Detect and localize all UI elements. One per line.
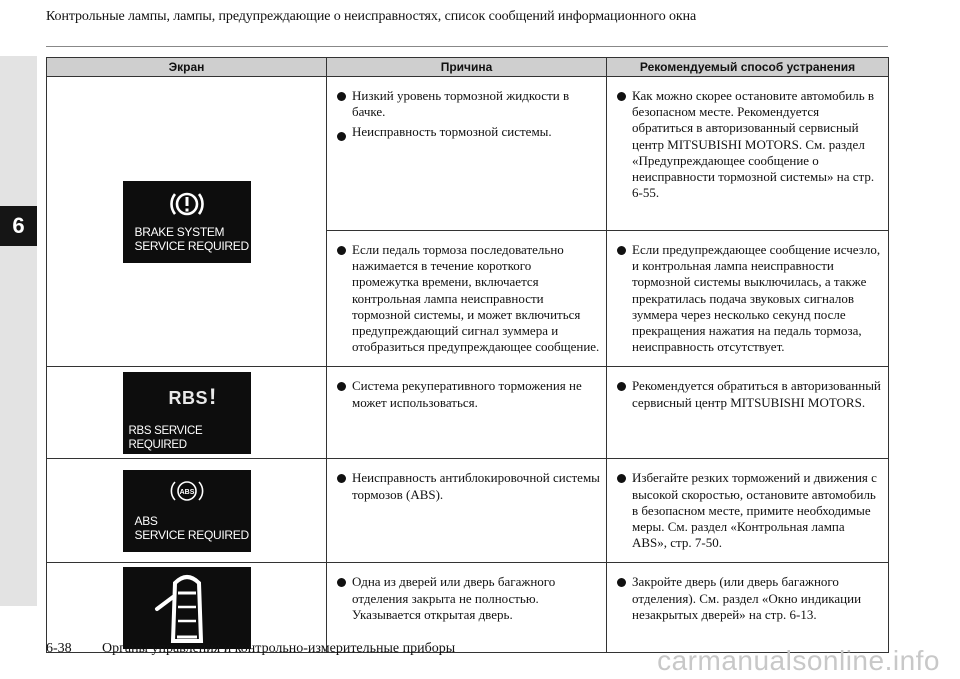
column-header-cause: Причина <box>327 58 607 77</box>
remedy-text: Если предупреждающее сообщение исчезло, и контрольная лампа неисправности тормозной системы выключилась, а также прекратилась подача звуковых сигналов зуммера через несколько секунд после прекращения нажатия на педаль тормоза, неисправность отсутствует. <box>632 242 881 355</box>
brake-system-display <box>123 181 251 263</box>
list-item <box>607 464 888 557</box>
screen-cell <box>47 563 327 653</box>
list-item <box>607 568 888 629</box>
list-item <box>607 236 888 361</box>
remedy-text: Как можно скорее остановите автомобиль в безопасном месте. Рекомендуется обратиться в авторизованный сервисный центр MITSUBISHI MOTORS. См. раздел «Предупреждающее сообщение о неисправности тормозной системы» на стр. 6-55. <box>632 88 875 201</box>
side-tab <box>0 56 37 606</box>
screen-cell <box>47 77 327 367</box>
cause-text: Неисправность тормозной системы. <box>352 124 552 140</box>
list-item <box>327 236 606 361</box>
cause-text: Низкий уровень тормозной жидкости в бачке. <box>352 88 570 120</box>
remedy-cell <box>607 459 889 563</box>
remedy-cell <box>607 367 889 459</box>
column-header-remedy: Рекомендуемый способ устранения <box>607 58 889 77</box>
abs-badge: ABS <box>179 488 194 496</box>
watermark: carmanualsonline.info <box>657 645 940 676</box>
remedy-cell <box>607 77 889 231</box>
brake-warning-icon <box>170 189 204 219</box>
display-title: ABS <box>134 513 158 528</box>
display-subtitle: SERVICE REQUIRED <box>134 238 249 253</box>
remedy-cell <box>607 563 889 653</box>
list-item <box>327 372 606 416</box>
cause-cell <box>327 367 607 459</box>
list-item <box>327 464 606 508</box>
display-title: BRAKE SYSTEM <box>134 224 225 239</box>
header-divider <box>46 46 888 47</box>
rbs-service-display <box>123 372 251 454</box>
cause-text: Система рекуперативного торможения не может использоваться. <box>352 378 582 410</box>
page-footer <box>46 641 455 657</box>
column-header-screen: Экран <box>47 58 327 77</box>
rbs-warning-icon: ! <box>209 383 217 409</box>
list-item <box>327 122 606 146</box>
remedy-text: Закройте дверь (или дверь багажного отделения). См. раздел «Окно индикации незакрытых дверей» на стр. 6-13. <box>632 574 862 622</box>
list-item <box>327 82 606 122</box>
display-title: RBS SERVICE REQUIRED <box>128 424 203 451</box>
display-subtitle: SERVICE REQUIRED <box>134 527 249 542</box>
messages-table <box>46 57 889 653</box>
remedy-text: Рекомендуется обратиться в авторизованный сервисный центр MITSUBISHI MOTORS. <box>632 378 881 410</box>
screen-cell <box>47 459 327 563</box>
cause-text: Если педаль тормоза последовательно нажимается в течение короткого промежутка времени, включается контрольная лампа неисправности тормозной системы, и может включиться предупреждающий сигнал зуммера и отобразиться предупреждающее сообщение. <box>352 242 600 355</box>
cause-cell <box>327 563 607 653</box>
section-title: Органы управления и контрольно-измерительные приборы <box>102 641 456 656</box>
page-header: Контрольные лампы, лампы, предупреждающие о неисправностях, список сообщений информационного окна <box>46 9 697 24</box>
chapter-number: 6 <box>0 206 37 246</box>
door-open-car-icon <box>123 567 251 649</box>
cause-cell <box>327 77 607 231</box>
cause-text: Неисправность антиблокировочной системы тормозов (ABS). <box>352 470 600 502</box>
abs-warning-icon <box>170 478 204 504</box>
page-number: 6-38 <box>46 641 72 656</box>
door-open-display <box>123 567 251 649</box>
remedy-cell <box>607 231 889 367</box>
cause-cell <box>327 459 607 563</box>
list-item <box>607 82 888 207</box>
table-row <box>47 563 889 653</box>
remedy-text: Избегайте резких торможений и движения с высокой скоростью, остановите автомобиль в безопасном месте, примите необходимые меры. См. раздел «Контрольная лампа ABS», стр. 7-50. <box>632 470 877 551</box>
table-row <box>47 367 889 459</box>
screen-cell <box>47 367 327 459</box>
list-item <box>607 372 888 416</box>
table-header-row <box>47 58 889 77</box>
table-row <box>47 77 889 231</box>
list-item <box>327 568 606 629</box>
cause-cell <box>327 231 607 367</box>
rbs-badge: RBS! <box>168 383 217 409</box>
abs-service-display <box>123 470 251 552</box>
cause-text: Одна из дверей или дверь багажного отделения закрыта не полностью. Указывается открытая дверь. <box>352 574 556 622</box>
table-row <box>47 459 889 563</box>
